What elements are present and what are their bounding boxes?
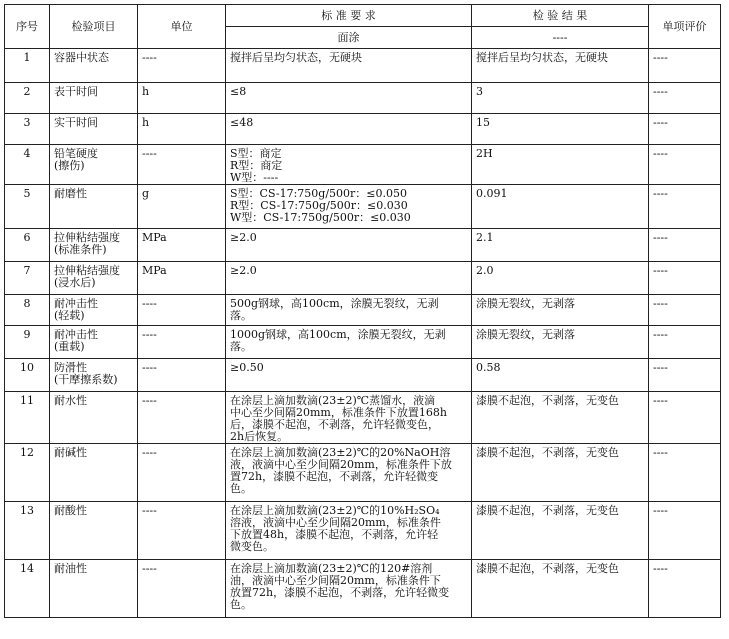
header-item: 检验项目 [50,5,138,49]
cell-standard [226,560,472,618]
cell-unit [138,114,226,145]
cell-no-text: 10 [20,361,34,374]
header-result: 检 验 结 果 [472,5,649,27]
cell-standard [226,502,472,560]
cell-standard-text: 500g钢球，高100cm，涂膜无裂纹，无剥 落。 [230,297,439,322]
cell-item-text: 容器中状态 [54,51,109,64]
cell-result-text: 0.58 [476,361,501,374]
cell-standard [226,326,472,359]
cell-unit-text: ---- [142,562,157,575]
cell-standard [226,392,472,444]
cell-no-text: 11 [20,394,34,407]
cell-result [472,560,649,618]
cell-no [5,295,50,326]
cell-result [472,114,649,145]
cell-result [472,145,649,185]
cell-evaluation [649,444,721,502]
cell-item [50,229,138,262]
header-result-sub: ---- [472,27,649,49]
cell-evaluation [649,560,721,618]
cell-result [472,229,649,262]
cell-standard [226,295,472,326]
cell-item [50,145,138,185]
cell-no [5,49,50,83]
cell-evaluation-text: ---- [653,297,668,310]
cell-result [472,502,649,560]
cell-no [5,145,50,185]
cell-result [472,295,649,326]
table-row [5,114,721,145]
cell-unit [138,502,226,560]
cell-evaluation-text: ---- [653,361,668,374]
cell-evaluation [649,145,721,185]
cell-no-text: 7 [23,264,31,277]
cell-result-text: 2.0 [476,264,494,277]
header-standard: 标 准 要 求 [226,5,472,27]
cell-evaluation [649,502,721,560]
cell-unit [138,229,226,262]
cell-no-text: 9 [23,328,31,341]
cell-unit [138,185,226,229]
table-row [5,295,721,326]
cell-standard [226,83,472,114]
cell-evaluation-text: ---- [653,116,668,129]
cell-evaluation [649,392,721,444]
cell-standard-text: ≥2.0 [230,231,257,244]
cell-result-text: 3 [476,85,483,98]
table-row [5,83,721,114]
cell-unit [138,83,226,114]
cell-item [50,295,138,326]
cell-standard-text: S型：商定 R型：商定 W型：---- [230,147,283,184]
cell-unit [138,444,226,502]
cell-result-text: 漆膜不起泡，不剥落，无变色 [476,394,619,407]
cell-item [50,114,138,145]
cell-unit-text: g [142,187,150,200]
cell-no [5,185,50,229]
cell-unit [138,560,226,618]
table-row [5,444,721,502]
cell-standard-text: 1000g钢球，高100cm，涂膜无裂纹，无剥 落。 [230,328,446,353]
cell-evaluation-text: ---- [653,446,668,459]
cell-standard-text: ≥2.0 [230,264,257,277]
cell-standard [226,49,472,83]
cell-no [5,83,50,114]
cell-result-text: 涂膜无裂纹，无剥落 [476,328,575,341]
cell-item [50,83,138,114]
cell-unit-text: ---- [142,394,157,407]
cell-result-text: 涂膜无裂纹，无剥落 [476,297,575,310]
cell-evaluation [649,359,721,392]
cell-evaluation-text: ---- [653,562,668,575]
cell-evaluation-text: ---- [653,51,668,64]
cell-item [50,49,138,83]
cell-unit-text: ---- [142,51,157,64]
inspection-table [4,4,721,618]
cell-unit-text: ---- [142,361,157,374]
cell-item [50,262,138,295]
cell-standard-text: ≥0.50 [230,361,264,374]
cell-no-text: 1 [23,51,31,64]
cell-no-text: 6 [23,231,31,244]
cell-no-text: 4 [23,147,31,160]
cell-item-text: 表干时间 [54,85,98,98]
cell-item [50,502,138,560]
cell-unit-text: MPa [142,264,167,277]
cell-item-text: 耐水性 [54,394,87,407]
cell-no-text: 2 [23,85,31,98]
cell-standard-text: ≤48 [230,116,254,129]
cell-no [5,359,50,392]
cell-standard [226,444,472,502]
cell-standard [226,229,472,262]
header-no: 序号 [5,5,50,49]
cell-result-text: 漆膜不起泡，不剥落，无变色 [476,562,619,575]
cell-result [472,444,649,502]
cell-no-text: 13 [20,504,34,517]
cell-unit-text: ---- [142,504,157,517]
cell-evaluation [649,185,721,229]
cell-result-text: 漆膜不起泡，不剥落，无变色 [476,504,619,517]
cell-unit-text: h [142,85,150,98]
header-unit: 单位 [138,5,226,49]
cell-standard-text: S型：CS-17:750g/500r：≤0.050 R型：CS-17:750g/500r：≤0.030 W型：CS-17:750g/500r：≤0.030 [230,187,411,224]
cell-no [5,502,50,560]
cell-item-text: 防滑性 (干摩擦系数) [54,361,118,386]
cell-standard [226,262,472,295]
cell-no-text: 3 [23,116,31,129]
cell-evaluation-text: ---- [653,147,668,160]
cell-unit-text: h [142,116,150,129]
table-row [5,145,721,185]
cell-result [472,262,649,295]
cell-evaluation [649,326,721,359]
cell-standard-text: 在涂层上滴加数滴(23±2)℃蒸馏水，液滴 中心至少间隔20mm，标准条件下放置168h 后，漆膜不起泡，不剥落，允许轻微变色， 2h后恢复。 [230,394,447,443]
cell-standard-text: ≤8 [230,85,247,98]
cell-item [50,444,138,502]
cell-item-text: 实干时间 [54,116,98,129]
cell-unit [138,295,226,326]
table-row [5,359,721,392]
cell-item-text: 耐冲击性 (轻载) [54,297,98,322]
cell-evaluation [649,262,721,295]
cell-result [472,83,649,114]
cell-item [50,359,138,392]
cell-item-text: 耐冲击性 (重载) [54,328,98,353]
cell-unit-text: ---- [142,328,157,341]
cell-no [5,229,50,262]
cell-no [5,444,50,502]
cell-unit [138,392,226,444]
cell-result-text: 2.1 [476,231,494,244]
header-standard-sub: 面涂 [226,27,472,49]
cell-no [5,262,50,295]
cell-result [472,326,649,359]
cell-item-text: 拉伸粘结强度 (浸水后) [54,264,120,289]
cell-item [50,560,138,618]
cell-standard-text: 在涂层上滴加数滴(23±2)℃的10%H₂SO₄ 溶液，液滴中心至少间隔20mm，标准条件 下放置48h，漆膜不起泡，不剥落，允许轻 微变色。 [230,504,441,553]
table-row [5,262,721,295]
cell-standard-text: 搅拌后呈均匀状态，无硬块 [230,51,362,64]
cell-no-text: 14 [20,562,34,575]
cell-item-text: 铅笔硬度 (擦伤) [54,147,98,172]
cell-result-text: 15 [476,116,490,129]
table-body [5,49,721,618]
cell-evaluation-text: ---- [653,231,668,244]
cell-evaluation-text: ---- [653,85,668,98]
cell-no-text: 5 [23,187,31,200]
cell-unit [138,326,226,359]
cell-item [50,185,138,229]
table-row [5,560,721,618]
table-row [5,49,721,83]
cell-item-text: 耐磨性 [54,187,87,200]
cell-evaluation [649,114,721,145]
cell-result-text: 0.091 [476,187,508,200]
cell-evaluation [649,49,721,83]
cell-no [5,560,50,618]
cell-item-text: 拉伸粘结强度 (标准条件) [54,231,120,256]
table-row [5,392,721,444]
table-row [5,502,721,560]
cell-no [5,114,50,145]
cell-evaluation [649,229,721,262]
cell-result-text: 2H [476,147,493,160]
cell-evaluation-text: ---- [653,328,668,341]
cell-result [472,359,649,392]
table-row [5,229,721,262]
cell-item [50,392,138,444]
table-row [5,185,721,229]
cell-unit-text: ---- [142,446,157,459]
cell-unit [138,145,226,185]
cell-standard [226,145,472,185]
cell-result [472,49,649,83]
cell-no [5,392,50,444]
cell-result-text: 漆膜不起泡，不剥落，无变色 [476,446,619,459]
cell-unit-text: MPa [142,231,167,244]
cell-no-text: 8 [23,297,31,310]
cell-evaluation-text: ---- [653,394,668,407]
cell-evaluation [649,83,721,114]
cell-result [472,185,649,229]
cell-standard [226,114,472,145]
cell-item [50,326,138,359]
cell-no [5,326,50,359]
cell-evaluation-text: ---- [653,504,668,517]
cell-standard-text: 在涂层上滴加数滴(23±2)℃的120#溶剂 油，液滴中心至少间隔20mm，标准条件下 放置72h，漆膜不起泡，不剥落，允许轻微变 色。 [230,562,450,611]
cell-item-text: 耐酸性 [54,504,87,517]
cell-result [472,392,649,444]
cell-unit [138,262,226,295]
cell-standard [226,359,472,392]
cell-no-text: 12 [20,446,34,459]
cell-standard-text: 在涂层上滴加数滴(23±2)℃的20%NaOH溶 液，液滴中心至少间隔20mm，标准条件下放 置72h，漆膜不起泡，不剥落，允许轻微变 色。 [230,446,452,495]
cell-unit-text: ---- [142,147,157,160]
cell-unit [138,49,226,83]
cell-item-text: 耐碱性 [54,446,87,459]
cell-item-text: 耐油性 [54,562,87,575]
cell-evaluation [649,295,721,326]
table-row [5,326,721,359]
cell-unit [138,359,226,392]
header-evaluation: 单项评价 [649,5,721,49]
cell-evaluation-text: ---- [653,187,668,200]
cell-evaluation-text: ---- [653,264,668,277]
cell-result-text: 搅拌后呈均匀状态，无硬块 [476,51,608,64]
cell-unit-text: ---- [142,297,157,310]
cell-standard [226,185,472,229]
